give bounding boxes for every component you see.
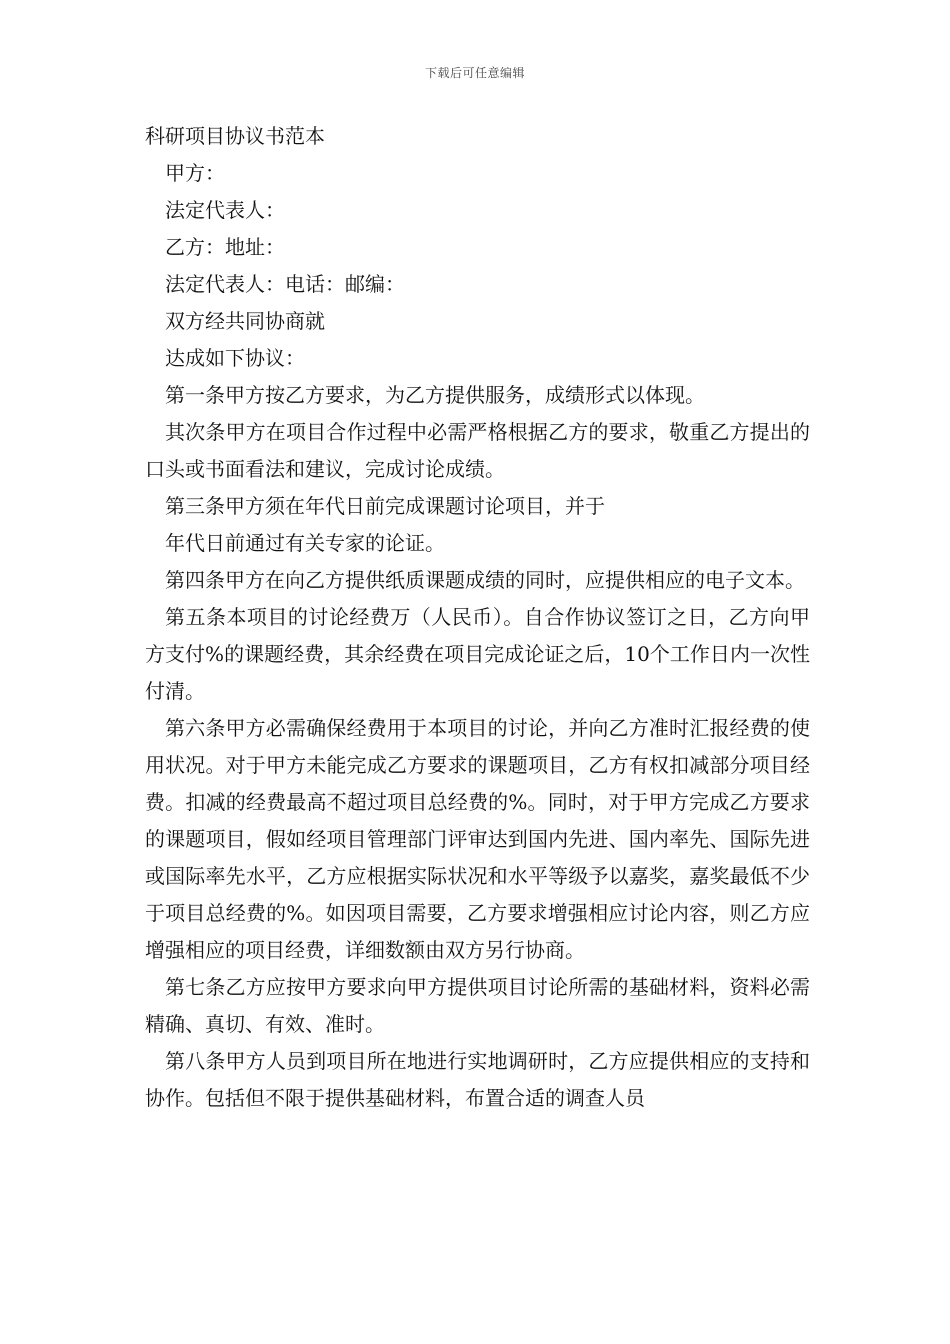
clause-3-part-1: 第三条甲方须在年代日前完成课题讨论项目，并于 [165,494,605,518]
party-b-contact-line: 法定代表人：电话：邮编： [165,272,405,296]
document-title: 科研项目协议书范本 [145,124,325,148]
clause-3-part-2: 年代日前通过有关专家的论证。 [165,531,445,555]
clause-5: 第五条本项目的讨论经费万（人民币）。自合作协议签订之日，乙方向甲方支付%的课题经费，其余经费在项目完成论证之后，10个工作日内一次性付清。 [145,605,810,703]
clause-7: 第七条乙方应按甲方要求向甲方提供项目讨论所需的基础材料，资料必需精确、真切、有效、准时。 [145,975,810,1036]
clause-4: 第四条甲方在向乙方提供纸质课题成绩的同时，应提供相应的电子文本。 [165,568,805,592]
clause-2: 其次条甲方在项目合作过程中必需严格根据乙方的要求，敬重乙方提出的口头或书面看法和建议，完成讨论成绩。 [145,420,810,481]
consultation-line: 双方经共同协商就 [165,309,325,333]
party-a-representative-line: 法定代表人： [165,198,285,222]
agreement-intro-line: 达成如下协议： [165,346,305,370]
document-body [145,118,810,1117]
page-header: 下载后可任意编辑 [424,66,525,80]
clause-1: 第一条甲方按乙方要求，为乙方提供服务，成绩形式以体现。 [165,383,705,407]
clause-6: 第六条甲方必需确保经费用于本项目的讨论，并向乙方准时汇报经费的使用状况。对于甲方未能完成乙方要求的课题项目，乙方有权扣减部分项目经费。扣减的经费最高不超过项目总经费的%。同时，对于甲方完成乙方要求的课题项目，假如经项目管理部门评审达到国内先进、国内率先、国际先进或国际率先水平，乙方应根据实际状况和水平等级予以嘉奖，嘉奖最低不少于项目总经费的%。如因项目需要，乙方要求增强相应讨论内容，则乙方应增强相应的项目经费，详细数额由双方另行协商。 [145,716,810,962]
party-a-line: 甲方： [165,161,225,185]
party-b-address-line: 乙方：地址： [165,235,285,259]
clause-8: 第八条甲方人员到项目所在地进行实地调研时，乙方应提供相应的支持和协作。包括但不限于提供基础材料，布置合适的调查人员 [145,1049,810,1110]
